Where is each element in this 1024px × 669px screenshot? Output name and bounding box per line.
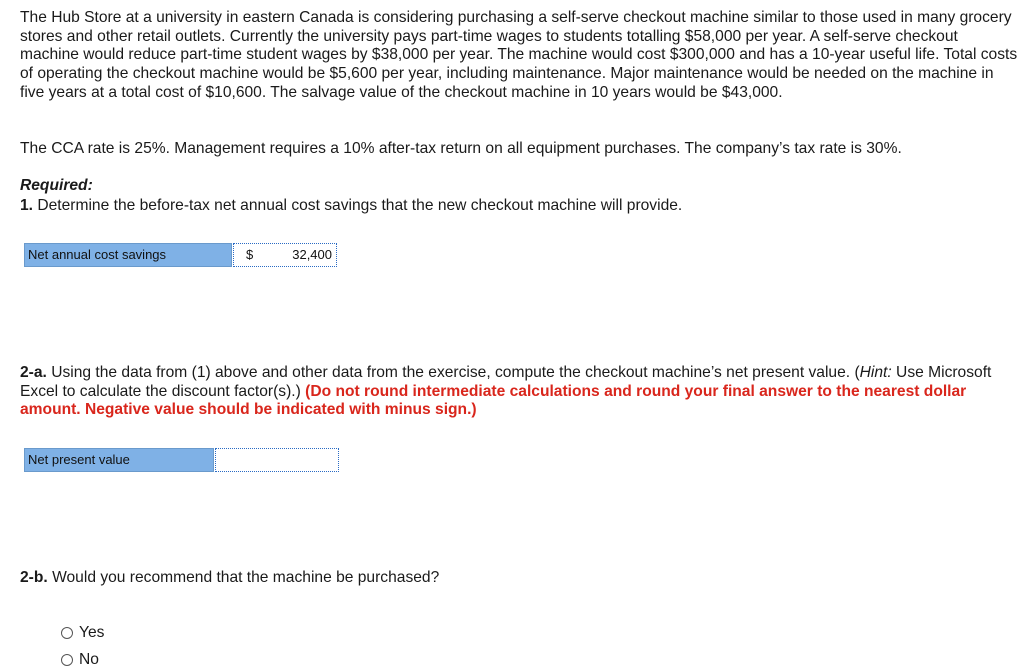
net-annual-cost-savings-value: 32,400 xyxy=(292,247,332,262)
question-2a-text-2: Use Microsoft Excel to calculate the discount factor(s).) xyxy=(20,364,992,400)
radio-yes[interactable] xyxy=(61,627,73,639)
net-present-value-label: Net present value xyxy=(24,448,214,472)
question-2b-text: Would you recommend that the machine be purchased? xyxy=(47,569,440,586)
option-yes-label: Yes xyxy=(79,624,105,641)
currency-symbol: $ xyxy=(246,247,254,262)
option-no-label: No xyxy=(79,651,99,668)
question-1 xyxy=(20,197,1020,216)
question-2b xyxy=(20,569,1020,588)
rounding-instructions: (Do not round intermediate calculations and round your final answer to the nearest dollar amount. Negative value should be indicated with minus sign.) xyxy=(20,382,967,419)
required-heading: Required: xyxy=(20,177,93,194)
option-yes[interactable] xyxy=(61,624,104,642)
question-1-text: Determine the before-tax net annual cost savings that the new checkout machine will provide. xyxy=(33,197,683,214)
net-annual-cost-savings-label: Net annual cost savings xyxy=(24,243,232,267)
radio-no[interactable] xyxy=(61,654,73,666)
net-annual-cost-savings-row xyxy=(24,243,337,267)
question-2a xyxy=(20,364,1020,420)
net-present-value-row xyxy=(24,448,339,472)
question-1-number: 1. xyxy=(20,197,34,214)
option-no[interactable] xyxy=(61,651,99,669)
net-present-value-input[interactable] xyxy=(215,448,339,472)
net-annual-cost-savings-input[interactable] xyxy=(233,243,337,267)
question-2a-text-1: Using the data from (1) above and other data from the exercise, compute the checkout machine’s net present value. ( xyxy=(46,364,860,381)
cca-rate-text: The CCA rate is 25%. Management requires a 10% after-tax return on all equipment purchases. The company’s tax rate is 30%. xyxy=(20,140,902,157)
question-2a-number: 2-a. xyxy=(20,364,47,381)
problem-intro: The Hub Store at a university in eastern Canada is considering purchasing a self-serve checkout machine similar to those used in many grocery stores and other retail outlets. Currently the university pays part-time wages to students totalling $58,000 per year. A self-serve checkout machine would reduce part-time student wages by $38,000 per year. The machine would cost $300,000 and has a 10-year useful life. Total costs of operating the checkout machine would be $5,600 per year, including maintenance. Major maintenance would be needed on the machine in five years at a total cost of $10,600. The salvage value of the checkout machine in 10 years would be $43,000. xyxy=(20,9,1018,101)
question-2b-number: 2-b. xyxy=(20,569,48,586)
hint-label: Hint: xyxy=(859,364,892,381)
